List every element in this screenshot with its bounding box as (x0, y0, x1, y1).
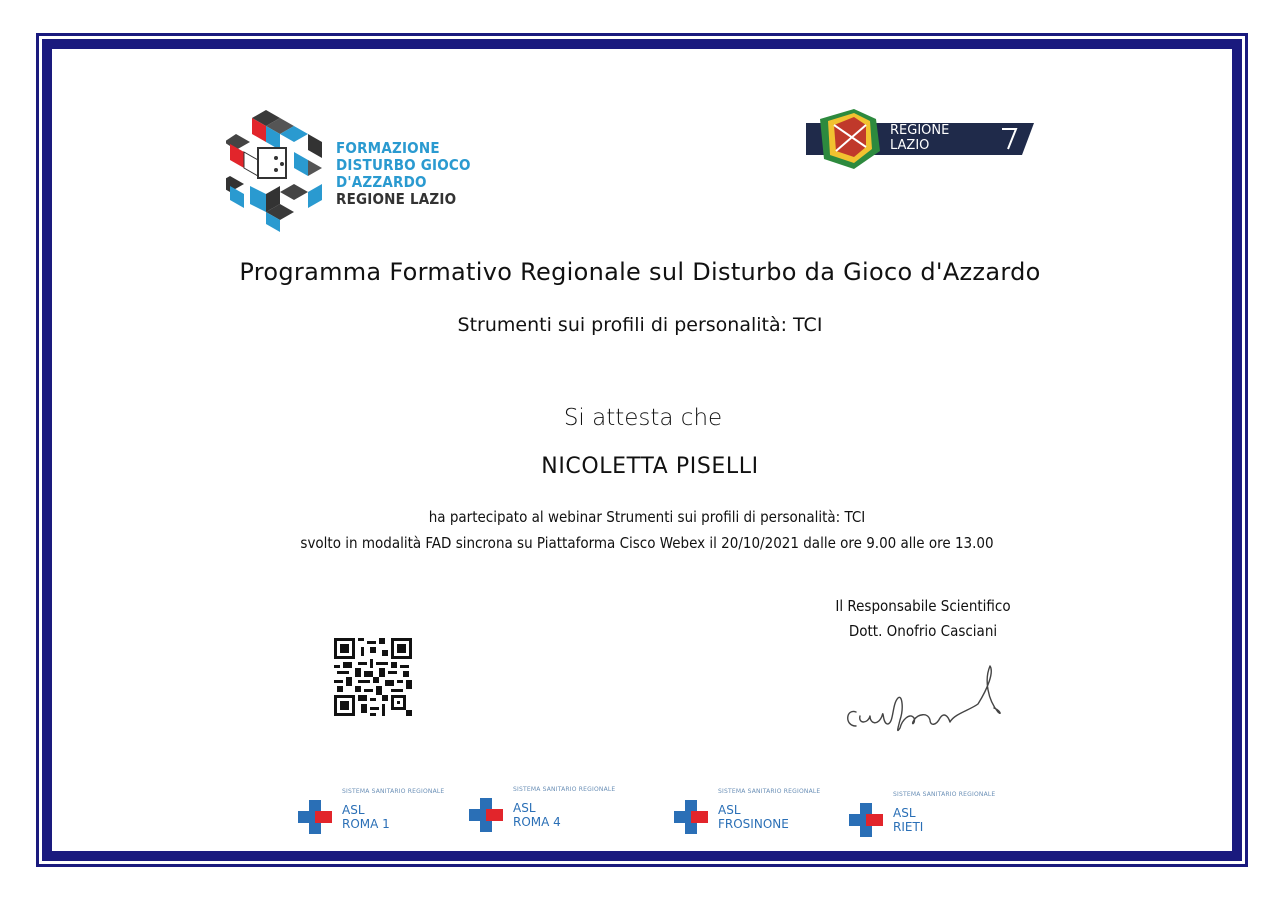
description-line1: ha partecipato al webinar Strumenti sui profili di personalità: TCI (428, 508, 866, 526)
lazio-logo-text (890, 123, 949, 153)
regione-lazio-logo (806, 107, 1036, 173)
asl-rieti-logo (849, 791, 1009, 839)
certificate-title: Programma Formativo Regionale sul Disturbo da Gioco d'Azzardo (239, 258, 1041, 286)
qr-code-icon (334, 638, 412, 716)
handwritten-signature-icon (838, 660, 1008, 740)
scientific-responsible (820, 594, 1026, 644)
asl-roma-1-label: ASL (342, 803, 365, 817)
asl-rieti-name: RIETI (893, 820, 924, 834)
qr-code (334, 638, 412, 716)
asl-frosinone-small-text: SISTEMA SANITARIO REGIONALE (718, 788, 821, 795)
lazio-text-line2: LAZIO (890, 138, 930, 153)
asl-frosinone-logo (674, 788, 834, 836)
cube-logo-icon (226, 108, 336, 233)
responsible-role: Il Responsabile Scientifico (835, 597, 1011, 615)
signature (838, 660, 1008, 740)
participant-name: NICOLETTA PISELLI (541, 454, 759, 479)
certificate-description (0, 504, 1280, 556)
formazione-logo-text (336, 140, 536, 208)
logo-text-line1: FORMAZIONE (336, 139, 440, 157)
asl-roma-4-logo (469, 786, 629, 834)
asl-frosinone-label: ASL (718, 803, 741, 817)
description-line2: svolto in modalità FAD sincrona su Piattaforma Cisco Webex il 20/10/2021 dalle ore 9.00 alle ore 13.00 (300, 534, 994, 552)
logo-text-line3: REGIONE LAZIO (336, 190, 457, 208)
asl-rieti-label: ASL (893, 806, 916, 820)
lazio-text-line1: REGIONE (890, 123, 950, 138)
asl-roma-4-label: ASL (513, 801, 536, 815)
logo-text-line2: DISTURBO GIOCO D'AZZARDO (336, 156, 471, 191)
asl-cross-icon (298, 800, 332, 834)
asl-cross-icon (849, 803, 883, 837)
asl-frosinone-name: FROSINONE (718, 817, 789, 831)
formazione-logo (226, 108, 536, 233)
attestation-heading: Si attesta che (563, 405, 723, 431)
asl-rieti-small-text: SISTEMA SANITARIO REGIONALE (893, 791, 996, 798)
certificate-subtitle: Strumenti sui profili di personalità: TCI (457, 314, 823, 336)
asl-roma-1-name: ROMA 1 (342, 817, 390, 831)
inner-border (42, 39, 1242, 861)
responsible-name: Dott. Onofrio Casciani (848, 622, 998, 640)
asl-roma-1-logo (298, 788, 448, 836)
asl-cross-icon (674, 800, 708, 834)
asl-roma-4-small-text: SISTEMA SANITARIO REGIONALE (513, 786, 616, 793)
asl-roma-1-small-text: SISTEMA SANITARIO REGIONALE (342, 788, 445, 795)
asl-cross-icon (469, 798, 503, 832)
asl-roma-4-name: ROMA 4 (513, 815, 561, 829)
